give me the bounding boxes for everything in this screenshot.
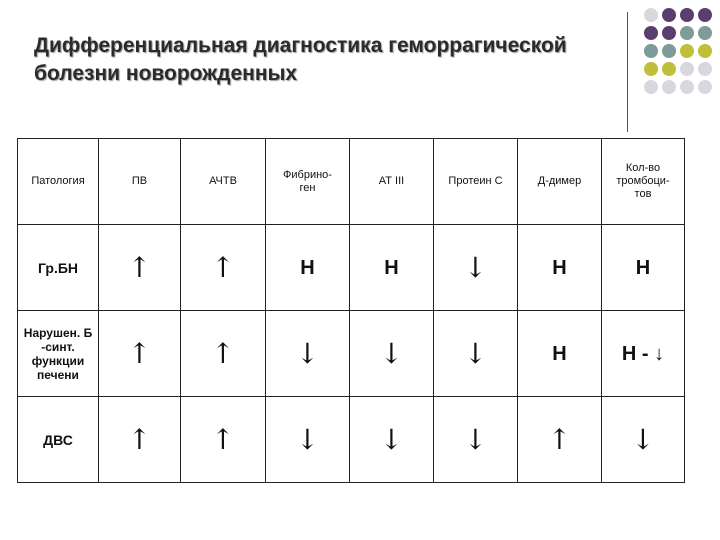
table-cell: Н [266, 225, 350, 311]
table-cell: ↓ [434, 225, 518, 311]
row-label: Гр.БН [18, 225, 99, 311]
header-achtv: АЧТВ [181, 139, 266, 225]
decorative-dot [698, 80, 712, 94]
decorative-dot [698, 62, 712, 76]
title-line-1: Дифференциальная диагностика геморрагической [34, 34, 567, 57]
decorative-dot [698, 44, 712, 58]
decorative-dot [662, 44, 676, 58]
decorative-dot [644, 44, 658, 58]
table-cell: ↓ [434, 311, 518, 397]
decorative-dot [644, 26, 658, 40]
row-label: Нарушен. Б -синт. функции печени [18, 311, 99, 397]
table-cell: Н [602, 225, 685, 311]
decorative-dot [644, 8, 658, 22]
header-fibrinogen: Фибрино- ген [266, 139, 350, 225]
diagnosis-table [17, 138, 685, 483]
table-cell: ↓ [266, 311, 350, 397]
table-cell: ↑ [181, 397, 266, 483]
decorative-dot [698, 8, 712, 22]
decorative-dot [680, 62, 694, 76]
decorative-dot [662, 8, 676, 22]
decorative-dot [680, 26, 694, 40]
table-cell: ↑ [181, 311, 266, 397]
table-cell: ↓ [434, 397, 518, 483]
table-cell: Н [518, 225, 602, 311]
decorative-dot [662, 80, 676, 94]
table-header-row [18, 139, 685, 225]
table-cell: ↑ [99, 397, 181, 483]
row-label: ДВС [18, 397, 99, 483]
header-pathology: Патология [18, 139, 99, 225]
decorative-dot [680, 80, 694, 94]
decorative-dot [680, 8, 694, 22]
table-cell: Н - ↓ [602, 311, 685, 397]
decorative-dot [644, 80, 658, 94]
table-cell: ↓ [266, 397, 350, 483]
table-cell: ↓ [602, 397, 685, 483]
table-row [18, 397, 685, 483]
header-d-dimer: Д-димер [518, 139, 602, 225]
header-platelets: Кол-во тромбоци- тов [602, 139, 685, 225]
header-protein-c: Протеин С [434, 139, 518, 225]
table-cell: ↑ [181, 225, 266, 311]
decorative-dot [680, 44, 694, 58]
table-cell: ↑ [99, 225, 181, 311]
decorative-dot [698, 26, 712, 40]
table-cell: ↑ [99, 311, 181, 397]
title-line-2: болезни новорожденных [34, 62, 298, 85]
header-pv: ПВ [99, 139, 181, 225]
table-cell: ↓ [350, 397, 434, 483]
table-row [18, 225, 685, 311]
table-row [18, 311, 685, 397]
decorative-dot-grid [644, 8, 720, 118]
header-at3: АТ III [350, 139, 434, 225]
table-cell: ↓ [350, 311, 434, 397]
table-cell: Н [518, 311, 602, 397]
slide-title [34, 32, 654, 88]
table-cell: ↑ [518, 397, 602, 483]
table-cell: Н [350, 225, 434, 311]
decorative-dot [644, 62, 658, 76]
decorative-dot [662, 62, 676, 76]
decorative-dot [662, 26, 676, 40]
decorative-divider [627, 12, 628, 132]
